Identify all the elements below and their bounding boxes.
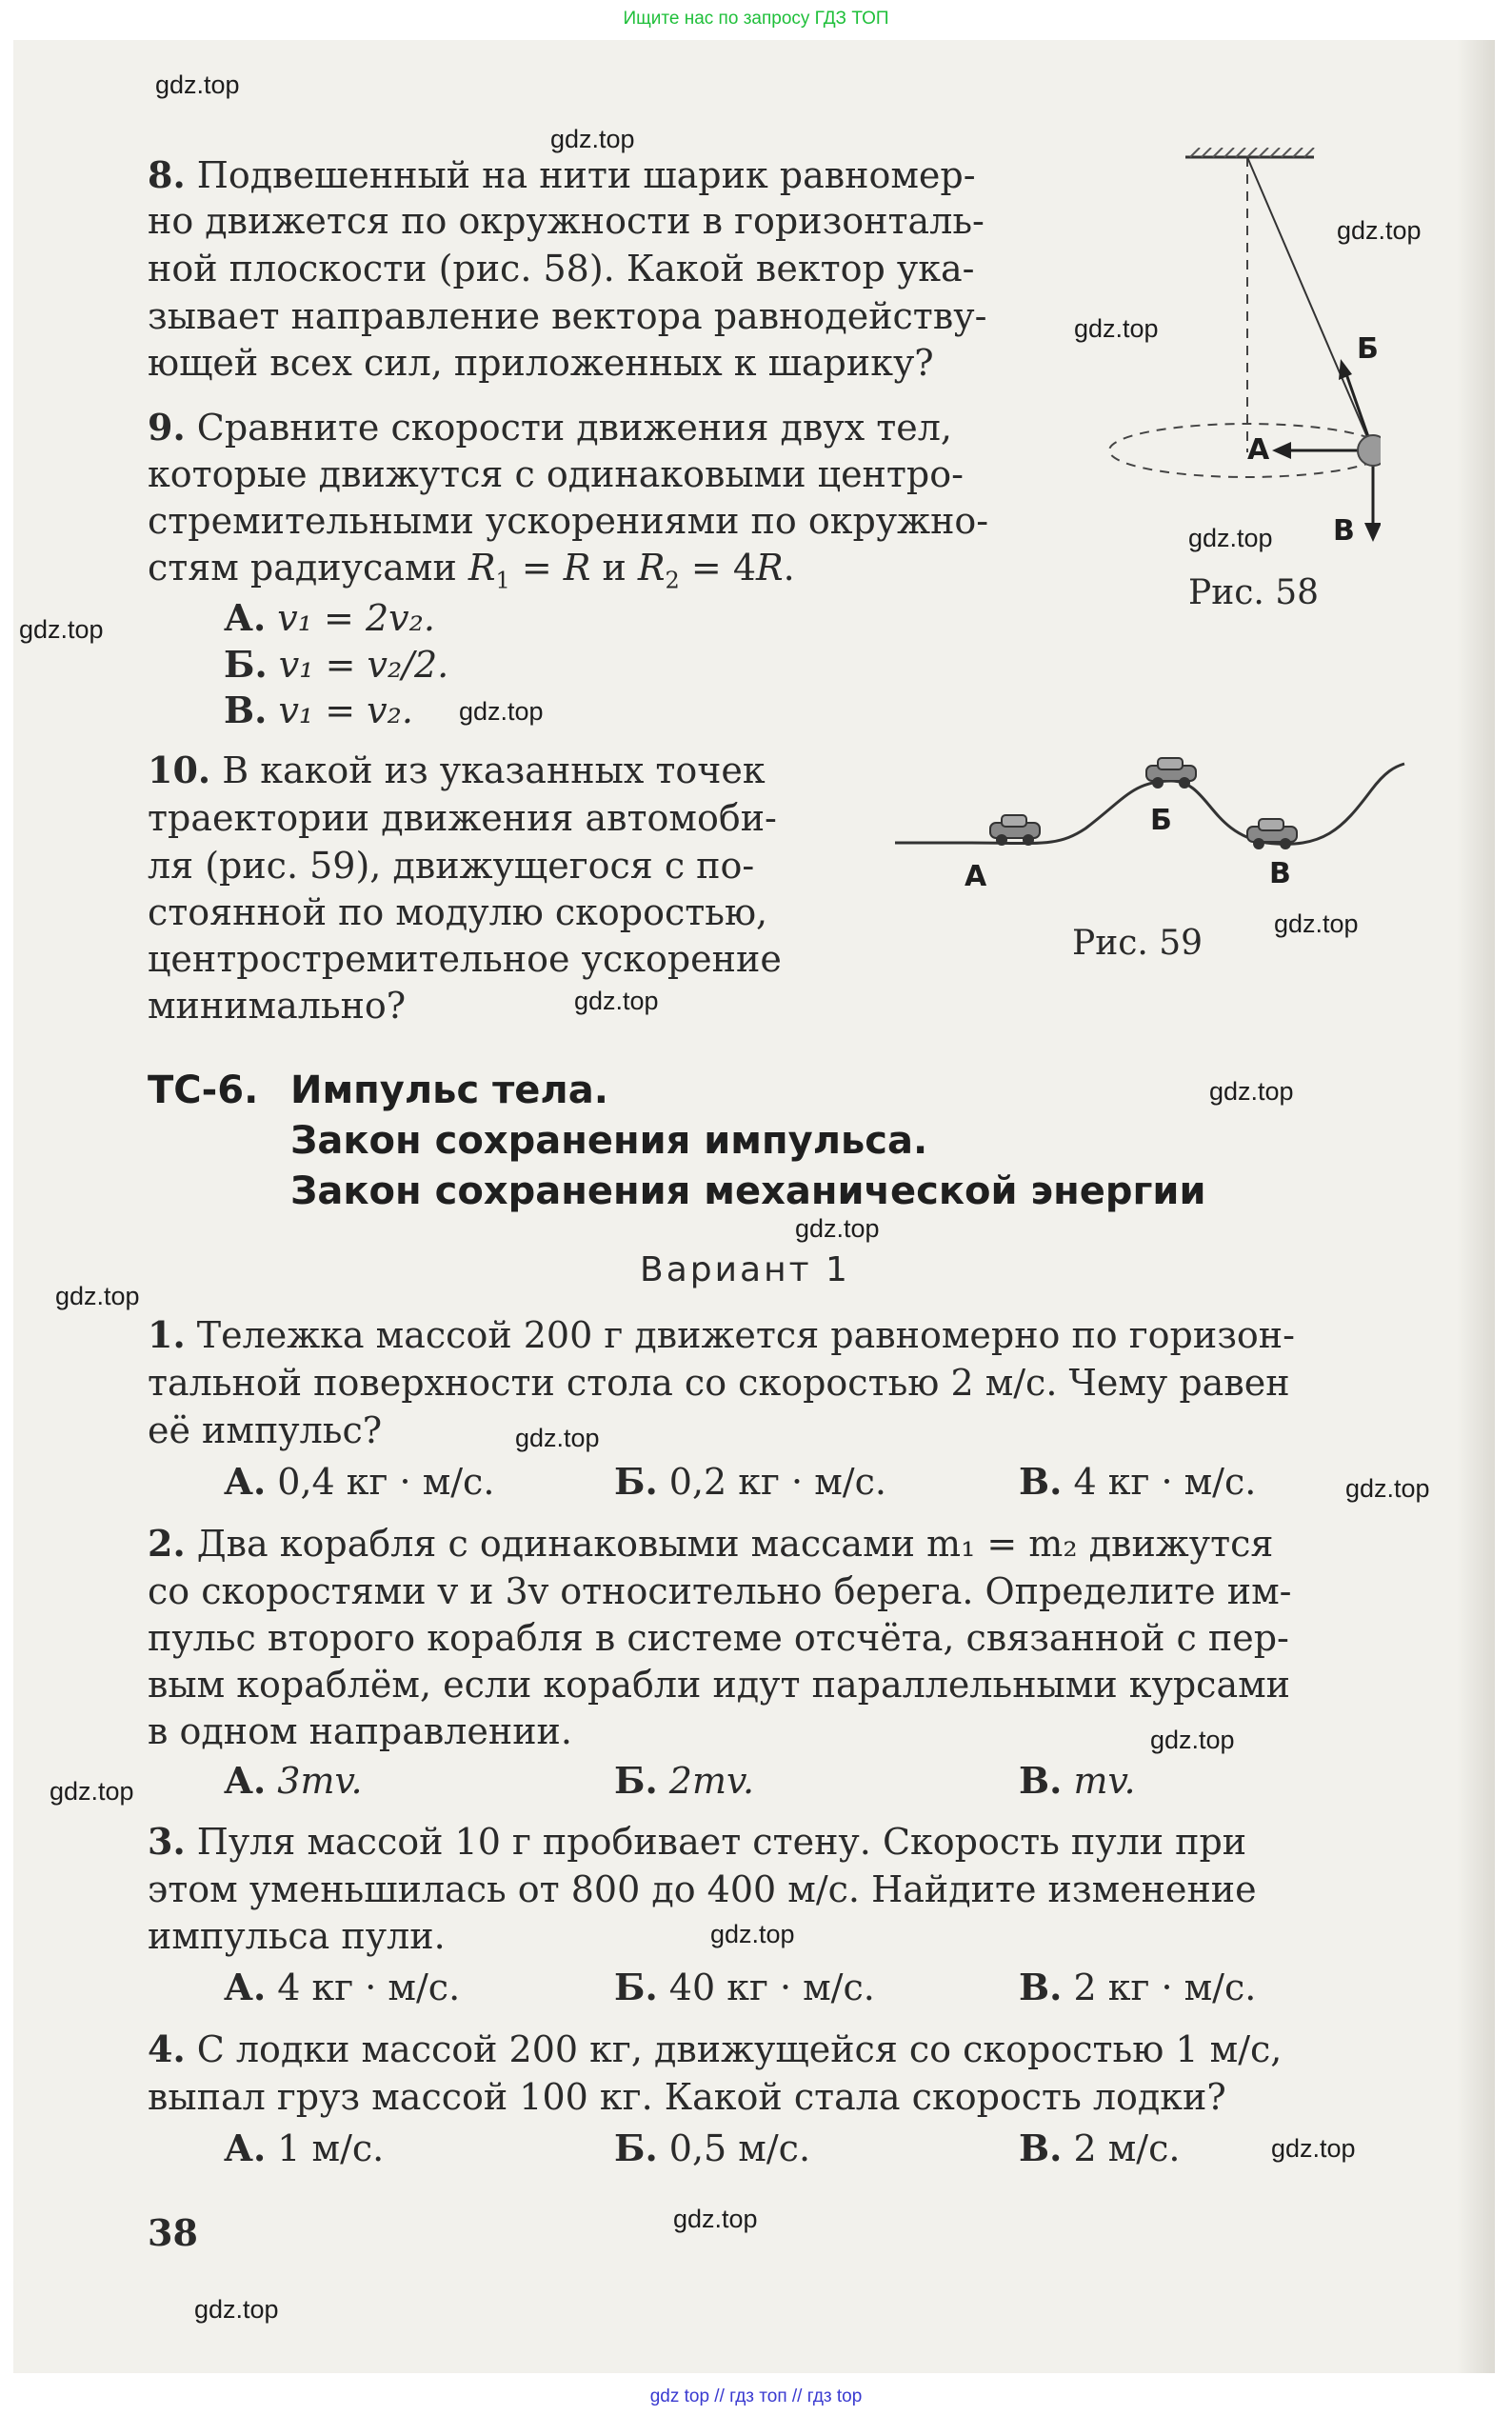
fig58-label-v: В (1333, 514, 1355, 548)
problem-10-line-3: ля (рис. 59), движущегося с по- (148, 845, 755, 887)
problem-4-line-2: выпал груз массой 100 кг. Какой стала скорость лодки? (148, 2076, 1226, 2118)
problem-8-line-3: ной плоскости (рис. 58). Какой вектор ука- (148, 248, 975, 290)
watermark: gdz.top (1271, 2134, 1356, 2163)
answer-letter: А. (224, 2126, 267, 2169)
answer-text: v₁ = v₂/2. (278, 644, 449, 686)
p9-sub2: 2 (665, 567, 680, 594)
answer-letter: А. (224, 1759, 267, 1802)
problem-1-line-2: тальной поверхности стола со скоростью 2 м/с. Чему равен (148, 1362, 1290, 1404)
watermark: gdz.top (550, 125, 635, 153)
watermark: gdz.top (1150, 1726, 1235, 1754)
problem-10-line-6: минимально? (148, 985, 407, 1027)
watermark: gdz.top (710, 1920, 795, 1948)
watermark: gdz.top (574, 987, 659, 1015)
p4-answer-a[interactable] (224, 2126, 384, 2171)
watermark: gdz.top (1345, 1474, 1430, 1503)
p9-line4-text: стям радиусами (148, 547, 468, 589)
problem-10-line-2: траектории движения автомоби- (148, 797, 777, 839)
problem-3-text: Пуля массой 10 г пробивает стену. Скорость пули при (196, 1821, 1247, 1863)
p1-answer-v[interactable] (1019, 1459, 1256, 1505)
page-edge-shadow (1457, 40, 1495, 2373)
answer-letter: Б. (614, 1759, 658, 1802)
p4-answer-b[interactable] (614, 2126, 810, 2171)
section-title-line-3: Закон сохранения механической энергии (290, 1169, 1206, 1213)
variant-title: Вариант 1 (640, 1250, 850, 1289)
watermark: gdz.top (673, 2205, 758, 2233)
watermark: gdz.top (1074, 314, 1159, 343)
problem-2-number: 2. (148, 1522, 186, 1565)
watermark: gdz.top (515, 1424, 600, 1452)
answer-letter: Б. (614, 1966, 658, 2008)
answer-letter: А. (224, 596, 267, 639)
watermark: gdz.top (459, 697, 544, 726)
answer-text: 2 кг · м/с. (1073, 1967, 1257, 2008)
p9-answer-v[interactable] (224, 688, 413, 733)
watermark: gdz.top (1188, 524, 1273, 552)
problem-3-line-1 (148, 1819, 1246, 1865)
answer-text: 0,2 кг · м/с. (668, 1461, 886, 1503)
problem-1-number: 1. (148, 1313, 186, 1356)
problem-9-line-1 (148, 405, 952, 450)
problem-8-line-5: ющей всех сил, приложенных к шарику? (148, 342, 934, 384)
problem-10-line-5: центростремительное ускорение (148, 938, 782, 980)
problem-9-line-2: которые движутся с одинаковыми центро- (148, 453, 964, 495)
problem-8-line-2: но движется по окружности в горизонталь- (148, 200, 985, 242)
problem-1-line-1 (148, 1312, 1295, 1358)
problem-9-text: Сравните скорости движения двух тел, (196, 407, 952, 449)
answer-text: 2 м/с. (1073, 2127, 1181, 2169)
answer-letter: А. (224, 1460, 267, 1503)
p9-r3: R (756, 547, 784, 589)
answer-text: 4 кг · м/с. (1073, 1461, 1257, 1503)
answer-letter: Б. (614, 2126, 658, 2169)
p3-answer-v[interactable] (1019, 1965, 1256, 2010)
car-a-icon (990, 815, 1040, 846)
answer-letter: В. (1019, 1966, 1063, 2008)
answer-text: 0,5 м/с. (668, 2127, 811, 2169)
watermark: gdz.top (194, 2295, 279, 2324)
problem-8-line-1 (148, 152, 976, 198)
problem-8-line-4: зывает направление вектора равнодейству- (148, 295, 987, 337)
car-v-icon (1247, 819, 1297, 849)
problem-2-line-5: в одном направлении. (148, 1710, 572, 1752)
p9-end: . (783, 547, 795, 589)
answer-text: 4 кг · м/с. (277, 1967, 461, 2008)
answer-text: 0,4 кг · м/с. (277, 1461, 495, 1503)
watermark: gdz.top (50, 1777, 134, 1806)
fig59-label-a: А (965, 860, 987, 893)
problem-3-line-2: этом уменьшилась от 800 до 400 м/с. Найдите изменение (148, 1868, 1257, 1910)
answer-text: v₁ = v₂. (278, 689, 413, 731)
problem-3-line-3: импульса пули. (148, 1915, 446, 1957)
problem-4-number: 4. (148, 2027, 186, 2070)
answer-letter: В. (1019, 1759, 1063, 1802)
p9-eq1: = (509, 547, 564, 589)
fig59-caption: Рис. 59 (1072, 924, 1204, 963)
top-banner[interactable]: Ищите нас по запросу ГДЗ ТОП (623, 9, 889, 29)
p9-r1: R (468, 547, 496, 589)
section-title-line-1: Импульс тела. (290, 1068, 608, 1112)
p9-answer-a[interactable] (224, 595, 435, 641)
page-number: 38 (148, 2211, 198, 2254)
p9-r2: R (637, 547, 666, 589)
answer-text: v₁ = 2v₂. (277, 597, 435, 639)
watermark: gdz.top (795, 1214, 880, 1243)
answer-letter: В. (1019, 1460, 1063, 1503)
problem-1-line-3: её импульс? (148, 1409, 383, 1451)
answer-text: 2mv. (668, 1760, 755, 1802)
p2-answer-b[interactable] (614, 1758, 754, 1804)
answer-letter: А. (224, 1966, 267, 2008)
fig59-label-b: Б (1150, 804, 1172, 837)
p3-answer-a[interactable] (224, 1965, 460, 2010)
problem-2-line-2: со скоростями v и 3v относительно берега. Определите им- (148, 1570, 1292, 1612)
answer-letter: В. (1019, 2126, 1063, 2169)
watermark: gdz.top (19, 615, 104, 644)
problem-4-text: С лодки массой 200 кг, движущейся со скоростью 1 м/с, (196, 2028, 1283, 2070)
section-title-line-2: Закон сохранения импульса. (290, 1119, 928, 1163)
p9-r: R (563, 547, 591, 589)
problem-10-line-1 (148, 748, 766, 793)
watermark: gdz.top (1209, 1077, 1294, 1106)
p9-sub1: 1 (495, 567, 510, 594)
answer-text: 1 м/с. (277, 2127, 385, 2169)
car-b-icon (1146, 758, 1196, 789)
answer-letter: Б. (614, 1460, 658, 1503)
p3-answer-b[interactable] (614, 1965, 875, 2010)
watermark: gdz.top (155, 70, 240, 99)
problem-10-line-4: стоянной по модулю скоростью, (148, 891, 768, 933)
answer-text: 40 кг · м/с. (668, 1967, 875, 2008)
problem-9-number: 9. (148, 406, 186, 449)
problem-2-line-4: вым кораблём, если корабли идут параллельными курсами (148, 1664, 1290, 1706)
problem-9-line-3: стремительными ускорениями по окружно- (148, 500, 989, 542)
answer-text: 3mv. (277, 1760, 363, 1802)
watermark: gdz.top (1274, 909, 1359, 938)
problem-2-text: Два корабля с одинаковыми массами m₁ = m₂ движутся (196, 1523, 1274, 1565)
problem-1-text: Тележка массой 200 г движется равномерно по горизон- (196, 1314, 1295, 1356)
p9-eq2: = 4 (679, 547, 757, 589)
fig58-label-a: А (1247, 433, 1270, 467)
p9-answer-b[interactable] (224, 642, 448, 688)
p2-answer-v[interactable] (1019, 1758, 1136, 1804)
watermark: gdz.top (55, 1282, 140, 1310)
problem-3-number: 3. (148, 1820, 186, 1863)
problem-10-number: 10. (148, 749, 211, 791)
p1-answer-a[interactable] (224, 1459, 494, 1505)
problem-2-line-1 (148, 1521, 1273, 1567)
bottom-banner[interactable]: gdz top // гдз топ // гдз top (649, 2386, 863, 2406)
section-code: ТС-6. (148, 1068, 259, 1112)
p9-mid: и (590, 547, 638, 589)
answer-letter: Б. (224, 643, 268, 686)
p1-answer-b[interactable] (614, 1459, 886, 1505)
answer-text: mv. (1073, 1760, 1136, 1802)
problem-8-number: 8. (148, 153, 186, 196)
watermark: gdz.top (1337, 216, 1422, 245)
problem-4-line-1 (148, 2027, 1282, 2072)
fig58-label-b: Б (1357, 332, 1379, 366)
p2-answer-a[interactable] (224, 1758, 363, 1804)
figure-58-diagram (1095, 148, 1381, 548)
problem-10-text: В какой из указанных точек (222, 749, 766, 791)
problem-2-line-3: пульс второго корабля в системе отсчёта, связанной с пер- (148, 1617, 1289, 1659)
answer-letter: В. (224, 689, 268, 731)
problem-8-text: Подвешенный на нити шарик равномер- (196, 154, 976, 196)
fig58-caption: Рис. 58 (1188, 573, 1320, 612)
fig59-label-v: В (1269, 857, 1291, 890)
p4-answer-v[interactable] (1019, 2126, 1180, 2171)
